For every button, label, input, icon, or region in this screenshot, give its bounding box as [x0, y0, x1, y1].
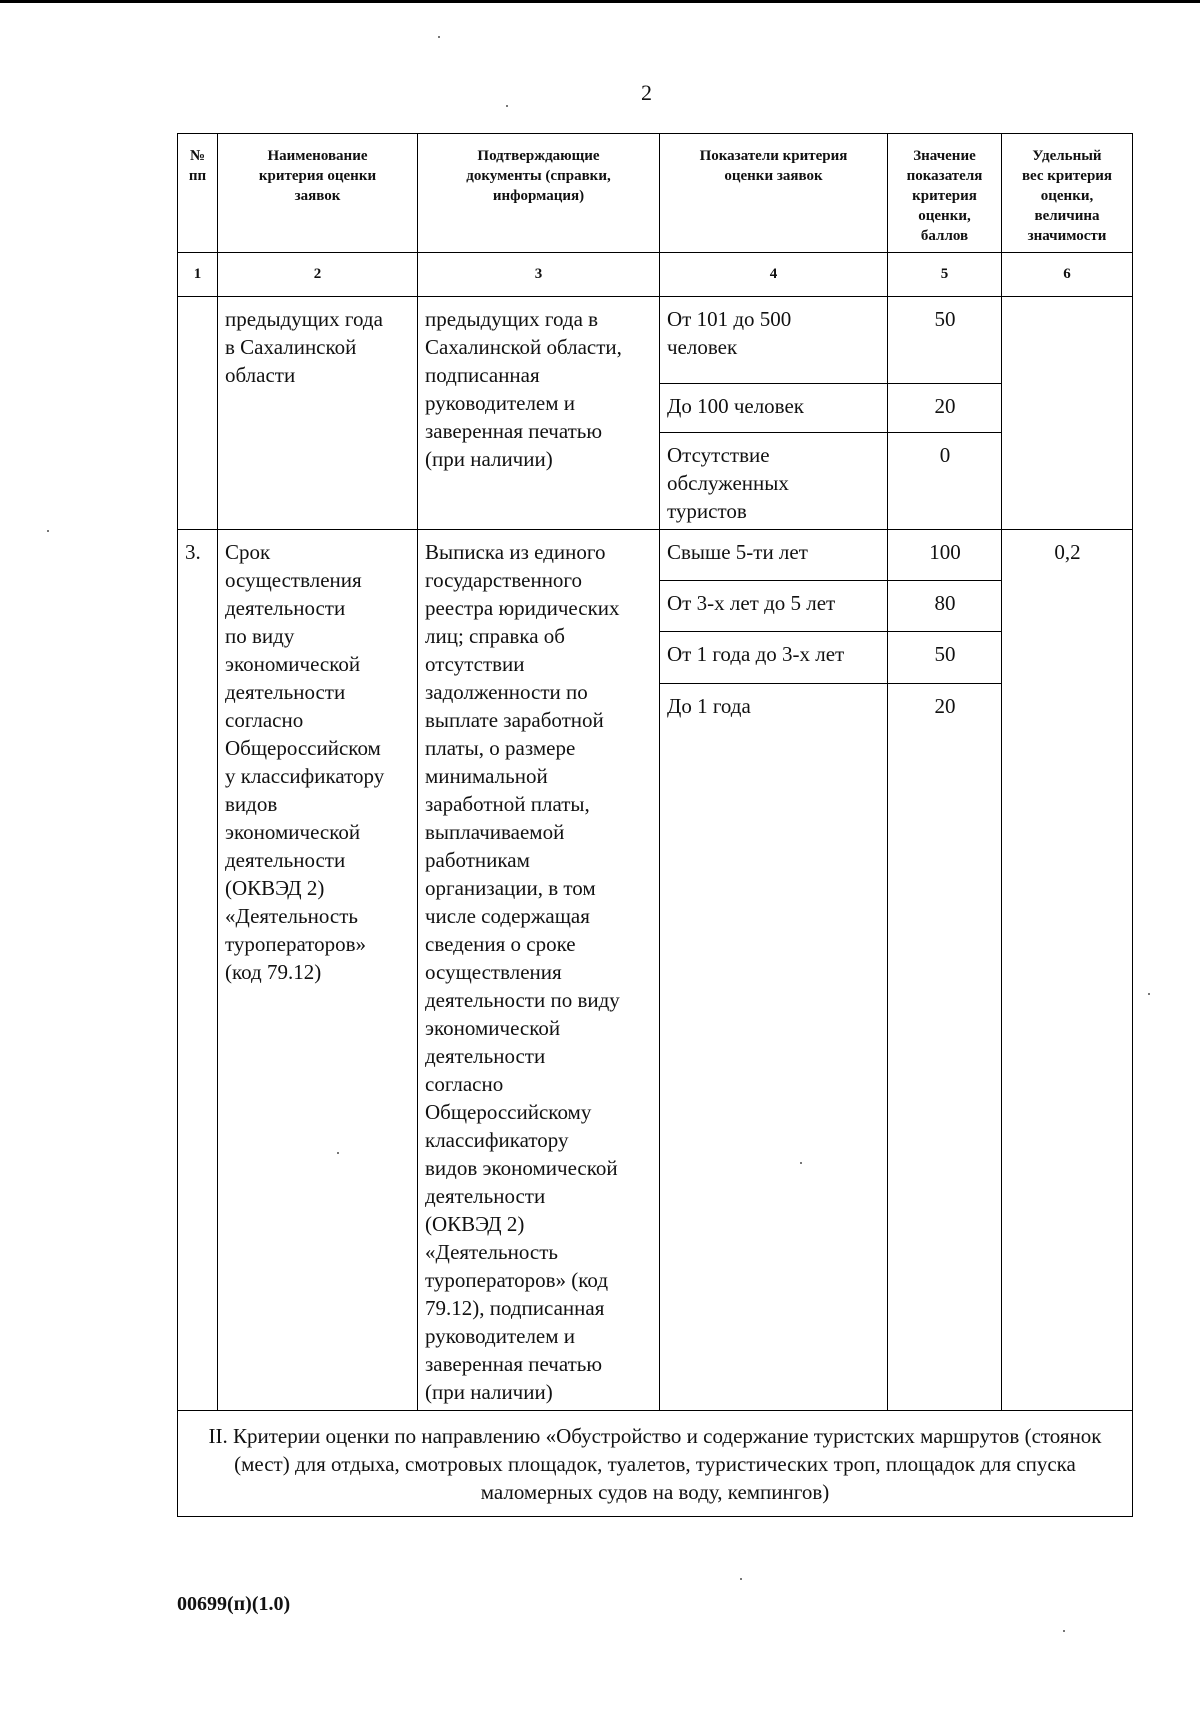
- header-criterion-name: Наименование критерия оценки заявок: [218, 134, 418, 253]
- indicator-label: От 3-х лет до 5 лет: [660, 580, 888, 631]
- header-weight: Удельный вес критерия оценки, величина значимости: [1002, 134, 1133, 253]
- weight-cell: [1002, 297, 1133, 530]
- indicator-label: До 1 года: [660, 683, 888, 1410]
- column-number: 5: [888, 253, 1002, 297]
- column-number: 2: [218, 253, 418, 297]
- scan-speck: [337, 1152, 339, 1154]
- row-number-cell: 3.: [178, 530, 218, 1411]
- indicator-label: До 100 человек: [660, 384, 888, 433]
- indicator-label: От 1 года до 3-х лет: [660, 631, 888, 683]
- table-header-row: [178, 134, 1133, 253]
- criterion-name-cell: Срок осуществления деятельности по виду экономической деятельности согласно Общероссийском у классификатору видов экономической деятельности (ОКВЭД 2) «Деятельность туроператоров» (код 79.12): [218, 530, 418, 1411]
- criterion-name-cell: предыдущих года в Сахалинской области: [218, 297, 418, 530]
- indicator-value: 0: [888, 433, 1002, 530]
- documents-cell: предыдущих года в Сахалинской области, подписанная руководителем и заверенная печатью (при наличии): [418, 297, 660, 530]
- document-code: 00699(п)(1.0): [177, 1593, 291, 1615]
- table-row: [178, 297, 1133, 384]
- section-title: II. Критерии оценки по направлению «Обустройство и содержание туристских маршрутов (стоянок (мест) для отдыха, смотровых площадок, туалетов, туристических троп, площадок для спуска маломерных судов на воду, кемпингов): [178, 1411, 1133, 1517]
- scan-speck: [1148, 993, 1150, 995]
- row-number-cell: [178, 297, 218, 530]
- indicator-label: От 101 до 500 человек: [660, 297, 888, 384]
- criteria-table: [177, 133, 1133, 1517]
- indicator-value: 100: [888, 530, 1002, 581]
- indicator-value: 80: [888, 580, 1002, 631]
- indicator-value: 50: [888, 631, 1002, 683]
- column-number: 6: [1002, 253, 1133, 297]
- section-row: [178, 1411, 1133, 1517]
- column-numbers-row: [178, 253, 1133, 297]
- header-number: № пп: [178, 134, 218, 253]
- header-score: Значение показателя критерия оценки, баллов: [888, 134, 1002, 253]
- column-number: 3: [418, 253, 660, 297]
- scan-speck: [47, 530, 49, 532]
- column-number: 4: [660, 253, 888, 297]
- indicator-value: 20: [888, 683, 1002, 1410]
- table-row: [178, 530, 1133, 581]
- header-indicators: Показатели критерия оценки заявок: [660, 134, 888, 253]
- documents-cell: Выписка из единого государственного реестра юридических лиц; справка об отсутствии задолженности по выплате заработной платы, о размере минимальной заработной платы, выплачиваемой работникам организации, в том числе содержащая сведения о сроке осуществления деятельности по виду экономической деятельности согласно Общероссийскому классификатору видов экономической деятельности (ОКВЭД 2) «Деятельность туроператоров» (код 79.12), подписанная руководителем и заверенная печатью (при наличии): [418, 530, 660, 1411]
- indicator-label: Свыше 5-ти лет: [660, 530, 888, 581]
- weight-cell: 0,2: [1002, 530, 1133, 1411]
- column-number: 1: [178, 253, 218, 297]
- scan-speck: [1063, 1630, 1065, 1632]
- indicator-value: 50: [888, 297, 1002, 384]
- header-documents: Подтверждающие документы (справки, информация): [418, 134, 660, 253]
- scan-speck: [800, 1162, 802, 1164]
- scan-speck: [438, 36, 440, 38]
- page-number: 2: [641, 80, 652, 105]
- indicator-label: Отсутствие обслуженных туристов: [660, 433, 888, 530]
- scan-speck: [740, 1578, 742, 1580]
- scan-speck: [506, 105, 508, 107]
- top-border-line: [0, 0, 1200, 3]
- indicator-value: 20: [888, 384, 1002, 433]
